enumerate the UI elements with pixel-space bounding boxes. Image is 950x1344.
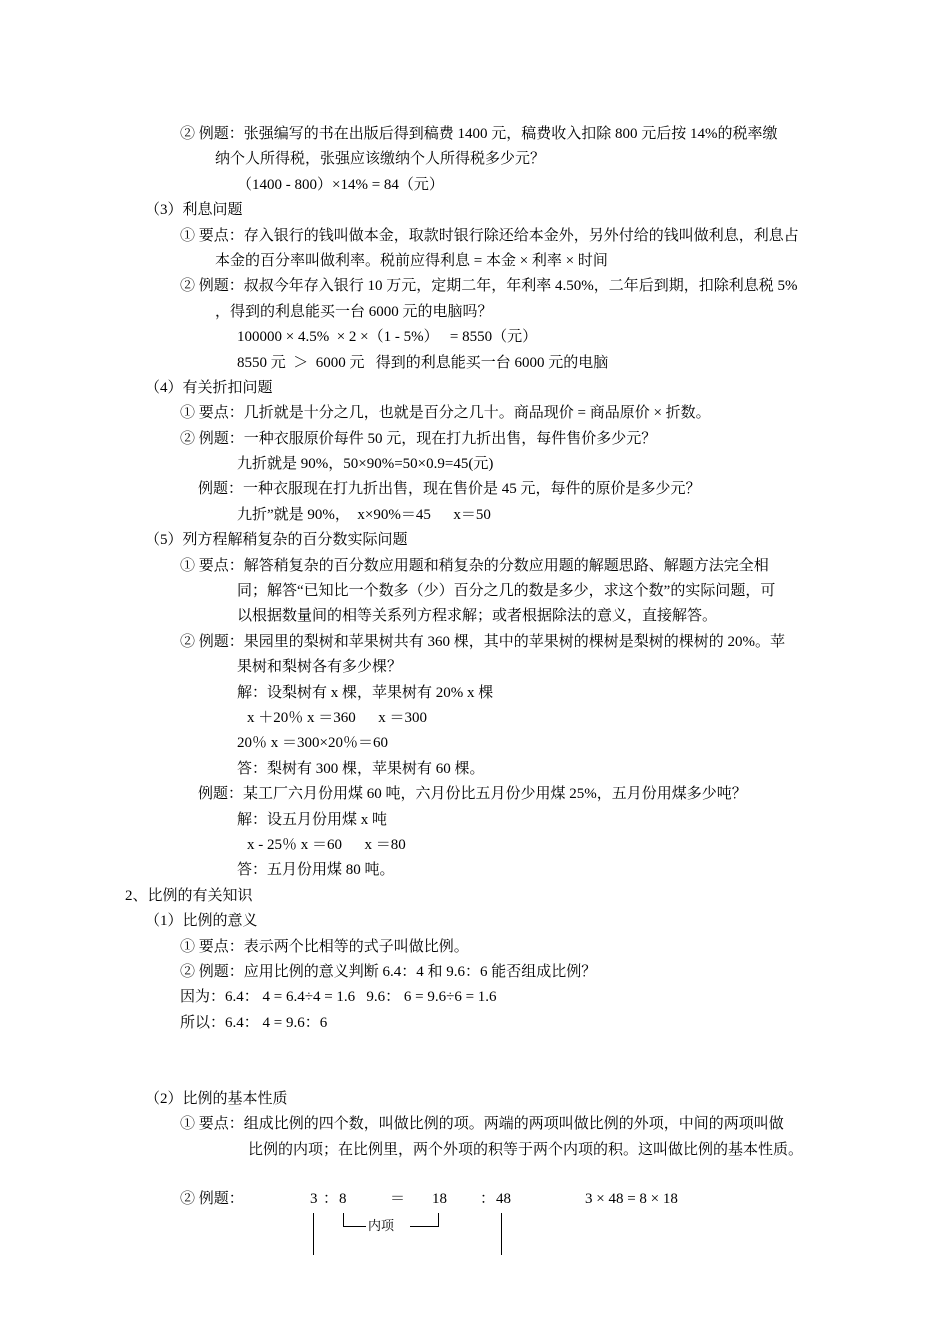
- text-line: 答：梨树有 300 棵，苹果树有 60 棵。: [237, 760, 485, 777]
- text-line: ② 例题：一种衣服原价每件 50 元，现在打九折出售，每件售价多少元？: [180, 430, 657, 447]
- text-line: 8550 元 ＞ 6000 元 得到的利息能买一台 6000 元的电脑: [237, 354, 609, 371]
- proportion-term-3: 18: [432, 1191, 447, 1208]
- text-line: （3）利息问题: [145, 202, 243, 219]
- text-line: ② 例题：叔叔今年存入银行 10 万元，定期二年，年利率 4.50%，二年后到期，扣除利息税 5%: [180, 278, 798, 295]
- cross-product-equation: 3 × 48 = 8 × 18: [585, 1191, 678, 1208]
- text-line: （1）比例的意义: [145, 913, 258, 930]
- text-line: 九折”就是 90%， x×90%＝45 x＝50: [237, 506, 491, 523]
- text-line: ，得到的利息能买一台 6000 元的电脑吗？: [215, 303, 493, 320]
- text-line: 同；解答“已知比一个数多（少）百分之几的数是多少，求这个数”的实际问题，可: [237, 583, 776, 600]
- text-line: 果树和梨树各有多少棵？: [237, 659, 403, 676]
- text-line: （2）比例的基本性质: [145, 1090, 288, 1107]
- text-line: （5）列方程解稍复杂的百分数实际问题: [145, 532, 408, 549]
- text-line: 以根据数量间的相等关系列方程求解；或者根据除法的意义，直接解答。: [237, 608, 718, 625]
- text-line: ① 要点：解答稍复杂的百分数应用题和稍复杂的分数应用题的解题思路、解题方法完全相: [180, 557, 769, 574]
- text-line: 因为：6.4： 4 = 6.4÷4 = 1.6 9.6： 6 = 9.6÷6 = 1.6: [180, 989, 497, 1006]
- proportion-term-4: 48: [496, 1191, 511, 1208]
- text-line: 本金的百分率叫做利率。税前应得利息 = 本金 × 利率 × 时间: [215, 252, 608, 269]
- proportion-colon-2: ：: [480, 1191, 496, 1208]
- text-line: 例题：一种衣服现在打九折出售，现在售价是 45 元，每件的原价是多少元？: [198, 481, 701, 498]
- text-line: 2、比例的有关知识: [125, 887, 253, 904]
- inner-bracket-line-left: [343, 1226, 366, 1227]
- text-line: x - 25％ x ＝60 x ＝80: [247, 836, 406, 853]
- text-line: ② 例题：果园里的梨树和苹果树共有 360 棵，其中的苹果树的棵树是梨树的棵树的 20%。苹: [180, 633, 785, 650]
- proportion-colon-1: ：: [323, 1191, 339, 1208]
- text-line: 答：五月份用煤 80 吨。: [237, 862, 395, 879]
- text-line: x ＋20％ x ＝360 x ＝300: [247, 709, 428, 726]
- inner-terms-label: 内项: [368, 1218, 395, 1234]
- inner-bracket-line-right: [410, 1226, 439, 1227]
- text-line: 所以：6.4： 4 = 9.6：6: [180, 1014, 328, 1031]
- text-line: （1400 - 800）×14% = 84（元）: [237, 176, 444, 193]
- text-line: ① 要点：表示两个比相等的式子叫做比例。: [180, 938, 469, 955]
- inner-bracket-right-stub: [438, 1213, 439, 1227]
- text-line: （4）有关折扣问题: [145, 379, 273, 396]
- proportion-term-2: 8: [339, 1191, 347, 1208]
- text-line: 纳个人所得税，张强应该缴纳个人所得税多少元？: [215, 151, 546, 168]
- blank-line: [125, 1163, 950, 1188]
- text-line: ① 要点：几折就是十分之几，也就是百分之几十。商品现价 = 商品原价 × 折数。: [180, 405, 711, 422]
- text-line: 例题：某工厂六月份用煤 60 吨，六月份比五月份少用煤 25%，五月份用煤多少吨？: [198, 786, 747, 803]
- text-line: 100000 × 4.5% × 2 ×（1 - 5%） = 8550（元）: [237, 329, 538, 346]
- text-line: ② 例题：应用比例的意义判断 6.4：4 和 9.6：6 能否组成比例？: [180, 963, 597, 980]
- text-line: ① 要点：组成比例的四个数，叫做比例的项。两端的两项叫做比例的外项，中间的两项叫做: [180, 1116, 784, 1133]
- blank-line: [125, 1036, 950, 1061]
- outer-term-line-left: [313, 1213, 314, 1255]
- text-line: 比例的内项；在比例里，两个外项的积等于两个内项的积。这叫做比例的基本性质。: [248, 1141, 804, 1158]
- outer-term-line-right: [501, 1213, 502, 1255]
- text-line: 20％ x ＝300×20％＝60: [237, 735, 388, 752]
- text-line: ① 要点：存入银行的钱叫做本金，取款时银行除还给本金外，另外付给的钱叫做利息，利息占: [180, 227, 799, 244]
- text-line: 九折就是 90%，50×90%=50×0.9=45(元): [237, 456, 494, 473]
- inner-bracket-left-stub: [343, 1213, 344, 1227]
- proportion-term-1: 3: [310, 1191, 318, 1208]
- blank-line: [125, 1061, 950, 1086]
- example-label: ② 例题：: [180, 1191, 244, 1208]
- proportion-diagram: [0, 1188, 950, 1268]
- proportion-equals: ＝: [390, 1191, 406, 1208]
- text-line: 解：设梨树有 x 棵，苹果树有 20% x 棵: [237, 684, 494, 701]
- text-line: 解：设五月份用煤 x 吨: [237, 811, 388, 828]
- text-line: ② 例题：张强编写的书在出版后得到稿费 1400 元，稿费收入扣除 800 元后按 14%的税率缴: [180, 126, 778, 142]
